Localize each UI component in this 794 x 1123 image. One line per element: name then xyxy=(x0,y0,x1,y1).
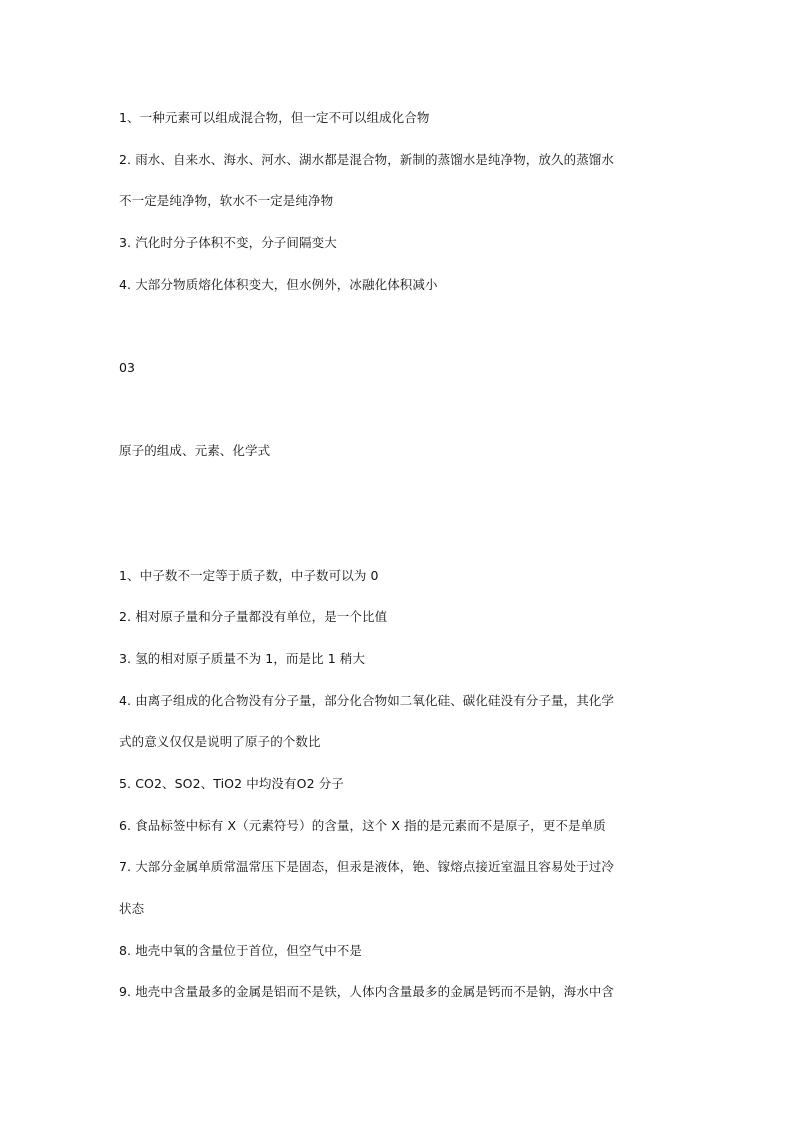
paragraph-line: 状态 xyxy=(119,901,145,916)
section-title: 原子的组成、元素、化学式 xyxy=(119,443,271,458)
paragraph-line: 2. 相对原子量和分子量都没有单位，是一个比值 xyxy=(119,609,388,624)
section-number: 03 xyxy=(119,360,136,375)
paragraph-line: 2. 雨水、自来水、海水、河水、湖水都是混合物，新制的蒸馏水是纯净物，放久的蒸馏水 xyxy=(119,152,615,167)
paragraph-line: 9. 地壳中含量最多的金属是铝而不是铁，人体内含量最多的金属是钙而不是钠，海水中含 xyxy=(119,984,615,999)
paragraph-line: 7. 大部分金属单质常温常压下是固态，但汞是液体，铯、镓熔点接近室温且容易处于过冷 xyxy=(119,859,615,874)
paragraph-line: 3. 氢的相对原子质量不为 1，而是比 1 稍大 xyxy=(119,651,366,666)
paragraph-line: 3. 汽化时分子体积不变，分子间隔变大 xyxy=(119,235,337,250)
paragraph-line: 8. 地壳中氧的含量位于首位，但空气中不是 xyxy=(119,943,363,958)
paragraph-line: 4. 大部分物质熔化体积变大，但水例外，冰融化体积减小 xyxy=(119,277,438,292)
paragraph-line: 6. 食品标签中标有 X（元素符号）的含量，这个 X 指的是元素而不是原子，更不是单质 xyxy=(119,818,606,833)
paragraph-line: 式的意义仅仅是说明了原子的个数比 xyxy=(119,734,321,749)
paragraph-line: 不一定是纯净物，软水不一定是纯净物 xyxy=(119,193,334,208)
paragraph-line: 1、中子数不一定等于质子数，中子数可以为 0 xyxy=(119,568,379,583)
paragraph-line: 5. CO2、SO2、TiO2 中均没有O2 分子 xyxy=(119,776,344,791)
paragraph-line: 4. 由离子组成的化合物没有分子量，部分化合物如二氧化硅、碳化硅没有分子量，其化学 xyxy=(119,693,615,708)
paragraph-line: 1、一种元素可以组成混合物，但一定不可以组成化合物 xyxy=(119,110,430,125)
